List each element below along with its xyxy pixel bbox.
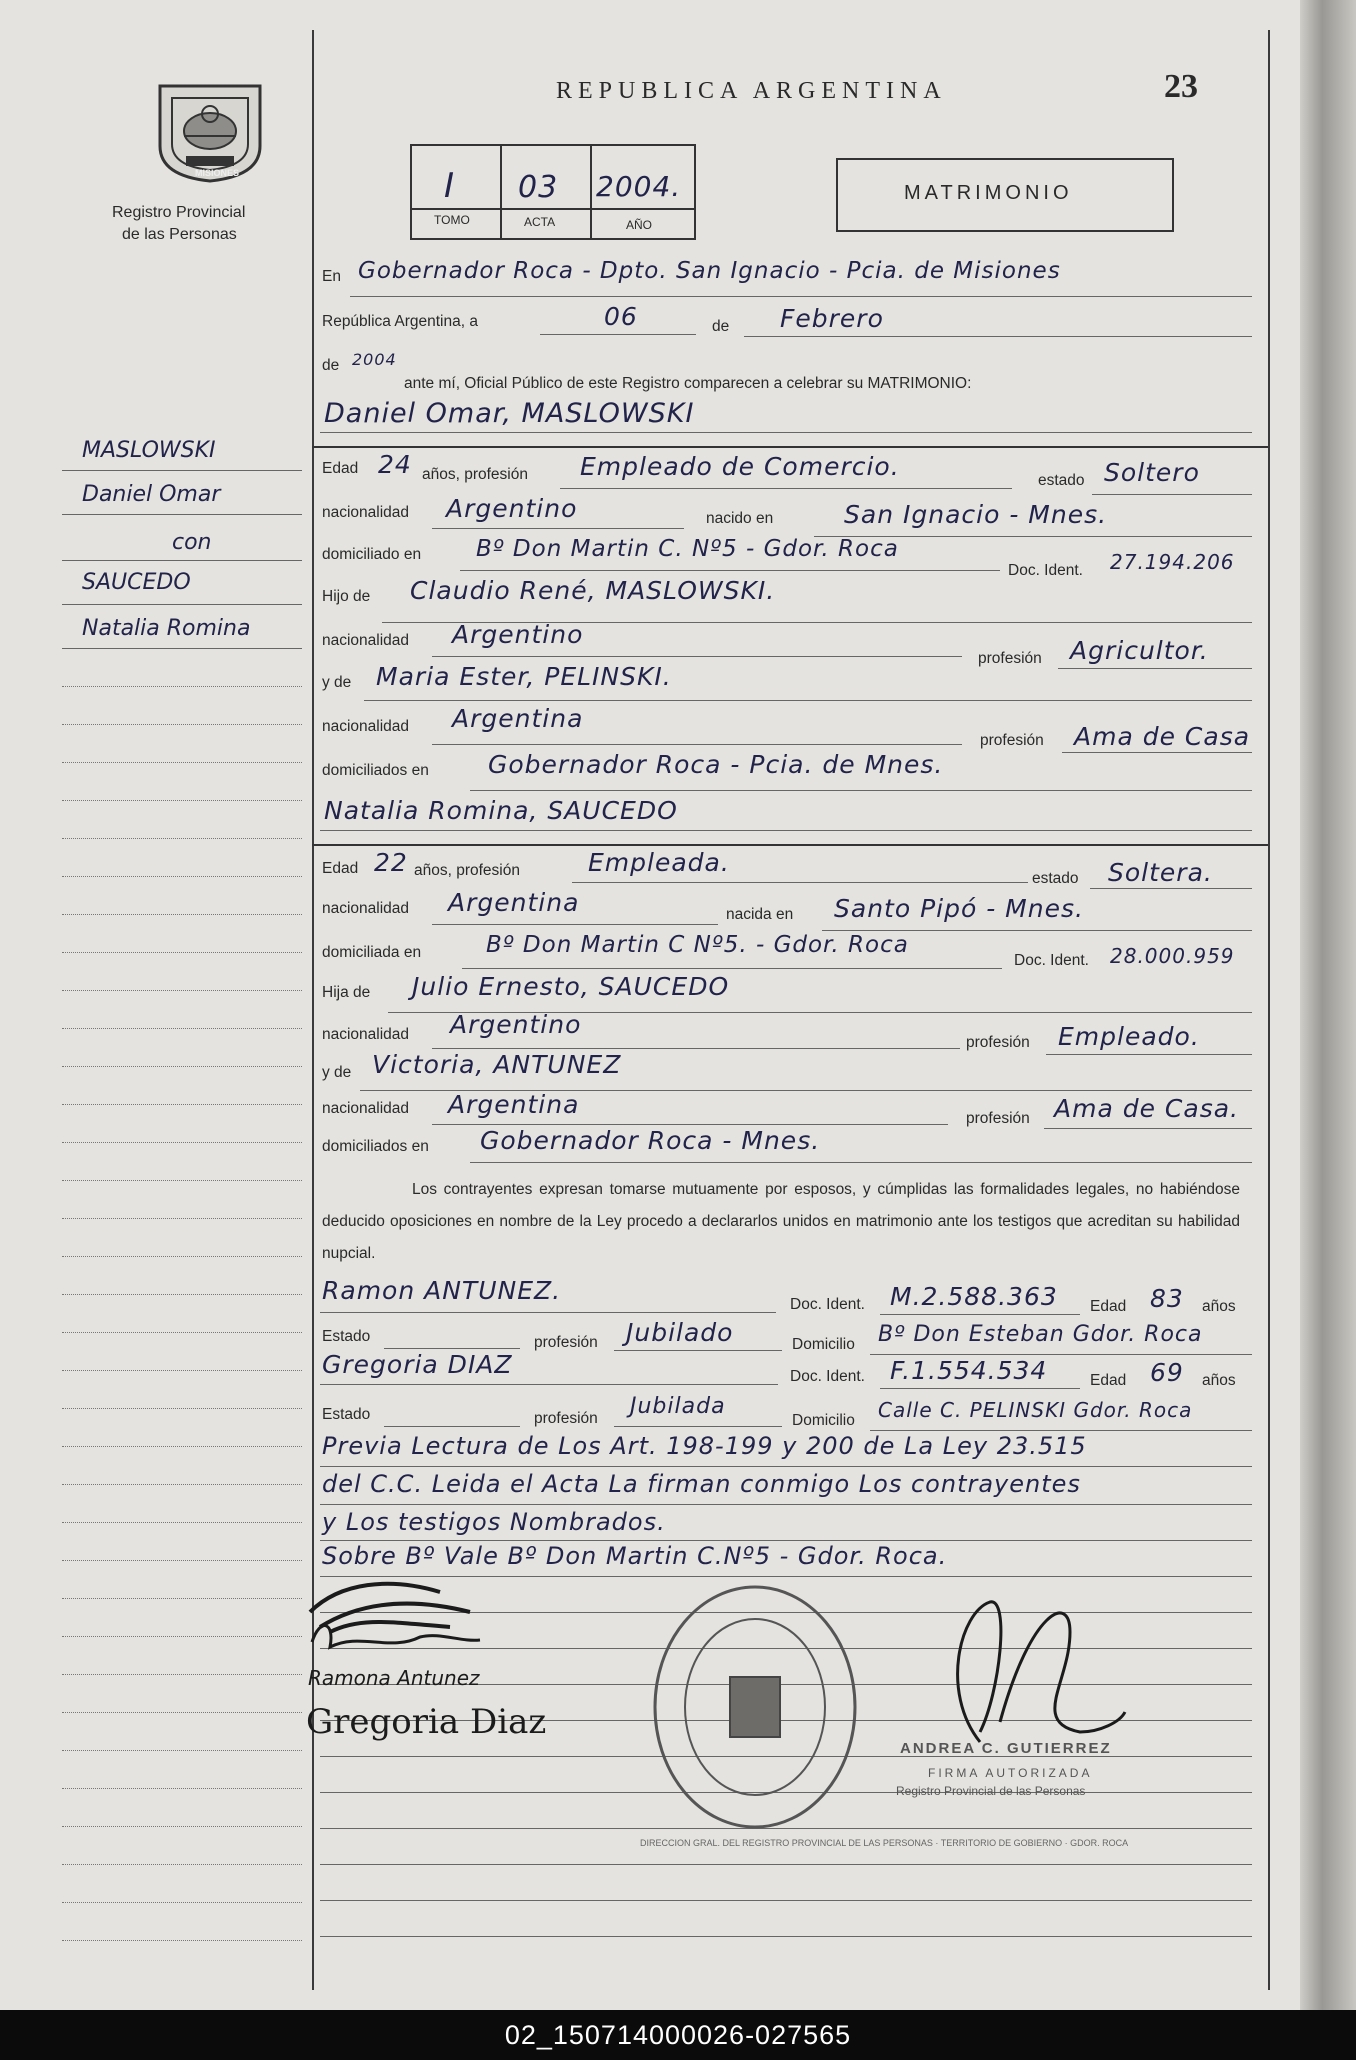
witness2-doc: F.1.554.534 xyxy=(890,1356,1048,1385)
bride-father-nationality-label: nacionalidad xyxy=(322,1026,410,1043)
witness1-dom-label: Domicilio xyxy=(792,1336,855,1353)
margin-surname-groom: MASLOWSKI xyxy=(82,438,216,463)
bride-edad-label: Edad xyxy=(322,860,359,877)
de-label: de xyxy=(712,318,730,335)
witness2-name: Gregoria DIAZ xyxy=(322,1350,513,1379)
official-name: ANDREA C. GUTIERREZ xyxy=(900,1740,1112,1757)
registry-name-line1: Registro Provincial xyxy=(112,204,246,221)
book-edge xyxy=(1300,0,1356,2010)
closing-line3: y Los testigos Nombrados. xyxy=(322,1508,666,1536)
right-margin-rule xyxy=(1268,30,1270,1990)
groom-birthplace: San Ignacio - Mnes. xyxy=(844,500,1108,529)
bride-nationality-label: nacionalidad xyxy=(322,900,410,917)
bride-address-label: domiciliada en xyxy=(322,944,422,961)
groom-nationality: Argentino xyxy=(446,494,578,523)
witness1-signature: Ramona Antunez xyxy=(308,1666,480,1690)
groom-anos-label: años, profesión xyxy=(422,466,528,483)
bride-mother-label: y de xyxy=(322,1064,352,1081)
bride-birthplace: Santo Pipó - Mnes. xyxy=(834,894,1084,923)
bride-anos-label: años, profesión xyxy=(414,862,520,879)
logo-text: MISIONES xyxy=(195,168,240,178)
republica-label: República Argentina, a xyxy=(322,313,478,330)
bride-estado-label: estado xyxy=(1032,870,1079,887)
margin-name-groom: Daniel Omar xyxy=(82,482,221,507)
groom-doc-label: Doc. Ident. xyxy=(1008,562,1083,579)
bride-father-profession: Empleado. xyxy=(1058,1022,1200,1051)
witness1-prof-label: profesión xyxy=(534,1334,598,1351)
bride-full-name: Natalia Romina, SAUCEDO xyxy=(324,796,678,825)
bride-doc-label: Doc. Ident. xyxy=(1014,952,1089,969)
bride-mother-nationality-label: nacionalidad xyxy=(322,1100,410,1117)
groom-mother: Maria Ester, PELINSKI. xyxy=(376,662,672,691)
groom-hijo-label: Hijo de xyxy=(322,588,371,605)
bride-signature-icon xyxy=(300,1612,500,1662)
country-title: REPUBLICA ARGENTINA xyxy=(556,78,947,104)
witness2-anos-label: años xyxy=(1202,1372,1236,1389)
groom-father: Claudio René, MASLOWSKI. xyxy=(410,576,776,605)
bride-mother-profession: Ama de Casa. xyxy=(1054,1094,1239,1123)
month-value: Febrero xyxy=(780,304,884,333)
bride-nationality: Argentina xyxy=(448,888,580,917)
official-org: Registro Provincial de las Personas xyxy=(896,1784,1086,1798)
witness2-age: 69 xyxy=(1150,1358,1184,1387)
bride-profession: Empleada. xyxy=(588,848,730,877)
witness1-name: Ramon ANTUNEZ. xyxy=(322,1276,562,1305)
legal-statement: Los contrayentes expresan tomarse mutuamente por esposos, y cúmplidas las formalidades legales, no habiéndose deducido oposiciones en nombre de la Ley procedo a declararlos unidos en matrimonio ante los testigos que acreditan su habilidad nupcial. xyxy=(322,1181,1240,1262)
ano-label: AÑO xyxy=(626,218,653,232)
groom-address-label: domiciliado en xyxy=(322,546,422,563)
seal-text: DIRECCION GRAL. DEL REGISTRO PROVINCIAL DE LAS PERSONAS · TERRITORIO DE GOBIERNO · GDOR. ROCA xyxy=(640,1838,1129,1848)
bride-mother-profession-label: profesión xyxy=(966,1110,1030,1127)
groom-parents-address: Gobernador Roca - Pcia. de Mnes. xyxy=(488,750,944,779)
groom-profession: Empleado de Comercio. xyxy=(580,452,900,481)
bride-age: 22 xyxy=(374,848,408,877)
groom-age: 24 xyxy=(378,450,412,479)
witness2-doc-label: Doc. Ident. xyxy=(790,1368,865,1385)
groom-doc: 27.194.206 xyxy=(1110,550,1235,574)
witness2-edad-label: Edad xyxy=(1090,1372,1127,1389)
closing-line2: del C.C. Leida el Acta La firman conmigo Los contrayentes xyxy=(322,1470,1081,1498)
witness2-dom-label: Domicilio xyxy=(792,1412,855,1429)
official-role: FIRMA AUTORIZADA xyxy=(928,1766,1093,1780)
groom-full-name: Daniel Omar, MASLOWSKI xyxy=(324,398,695,429)
groom-mother-profession: Ama de Casa xyxy=(1074,722,1251,751)
witness1-profession: Jubilado xyxy=(626,1318,734,1347)
witness2-address: Calle C. PELINSKI Gdor. Roca xyxy=(878,1398,1193,1422)
groom-birthplace-label: nacido en xyxy=(706,510,774,527)
en-label: En xyxy=(322,268,341,285)
bride-address: Bº Don Martin C Nº5. - Gdor. Roca xyxy=(486,932,909,958)
year-value: 2004 xyxy=(352,350,397,369)
bride-father-profession-label: profesión xyxy=(966,1034,1030,1051)
groom-mother-label: y de xyxy=(322,674,352,691)
groom-father-profession: Agricultor. xyxy=(1070,636,1209,665)
closing-line4: Sobre Bº Vale Bº Don Martin C.Nº5 - Gdor. Roca. xyxy=(322,1542,948,1570)
ante-text: ante mí, Oficial Público de este Registro comparecen a celebrar su MATRIMONIO: xyxy=(404,375,972,392)
tomo-value: I xyxy=(444,166,456,206)
closing-line1: Previa Lectura de Los Art. 198-199 y 200 de La Ley 23.515 xyxy=(322,1432,1087,1460)
witness1-anos-label: años xyxy=(1202,1298,1236,1315)
groom-mother-profession-label: profesión xyxy=(980,732,1044,749)
witness2-estado-label: Estado xyxy=(322,1406,371,1423)
day-value: 06 xyxy=(604,302,638,331)
groom-estado-label: estado xyxy=(1038,472,1085,489)
witness2-prof-label: profesión xyxy=(534,1410,598,1427)
de-year-label: de xyxy=(322,357,340,374)
bride-mother: Victoria, ANTUNEZ xyxy=(372,1050,622,1079)
witness2-signature: Gregoria Diaz xyxy=(306,1702,547,1742)
bride-doc: 28.000.959 xyxy=(1110,944,1235,968)
bride-birthplace-label: nacida en xyxy=(726,906,794,923)
groom-mother-nationality-label: nacionalidad xyxy=(322,718,410,735)
groom-address: Bº Don Martin C. Nº5 - Gdor. Roca xyxy=(476,536,899,562)
groom-estado: Soltero xyxy=(1104,458,1200,487)
margin-con: con xyxy=(172,530,212,555)
page-number: 23 xyxy=(1164,68,1198,105)
witness1-doc-label: Doc. Ident. xyxy=(790,1296,865,1313)
witness2-profession: Jubilada xyxy=(630,1394,726,1419)
bride-father: Julio Ernesto, SAUCEDO xyxy=(412,972,730,1001)
bride-father-nationality: Argentino xyxy=(450,1010,582,1039)
acta-value: 03 xyxy=(518,170,559,205)
tomo-label: TOMO xyxy=(434,213,470,227)
ano-value: 2004. xyxy=(596,170,682,203)
witness1-age: 83 xyxy=(1150,1284,1184,1313)
groom-mother-nationality: Argentina xyxy=(452,704,584,733)
groom-father-profession-label: profesión xyxy=(978,650,1042,667)
bride-mother-nationality: Argentina xyxy=(448,1090,580,1119)
document-type: MATRIMONIO xyxy=(904,182,1073,204)
groom-nationality-label: nacionalidad xyxy=(322,504,410,521)
groom-parents-address-label: domiciliados en xyxy=(322,762,429,779)
official-signature-icon xyxy=(920,1592,1130,1752)
scan-code-bar: 02_150714000026-027565 xyxy=(0,2010,1356,2060)
margin-surname-bride: SAUCEDO xyxy=(82,570,191,595)
bride-parents-address: Gobernador Roca - Mnes. xyxy=(480,1126,821,1155)
groom-father-nationality-label: nacionalidad xyxy=(322,632,410,649)
left-margin-rule xyxy=(312,30,314,1990)
witness1-doc: M.2.588.363 xyxy=(890,1282,1058,1311)
official-seal-icon xyxy=(650,1582,860,1832)
groom-father-nationality: Argentino xyxy=(452,620,584,649)
place-value: Gobernador Roca - Dpto. San Ignacio - Pcia. de Misiones xyxy=(358,258,1061,284)
groom-edad-label: Edad xyxy=(322,460,359,477)
margin-name-bride: Natalia Romina xyxy=(82,616,251,641)
witness1-estado-label: Estado xyxy=(322,1328,371,1345)
bride-estado: Soltera. xyxy=(1108,858,1213,887)
registry-name-line2: de las Personas xyxy=(122,226,237,243)
bride-parents-address-label: domiciliados en xyxy=(322,1138,429,1155)
bride-hija-label: Hija de xyxy=(322,984,371,1001)
witness1-address: Bº Don Esteban Gdor. Roca xyxy=(878,1322,1203,1347)
acta-label: ACTA xyxy=(524,215,556,229)
witness1-edad-label: Edad xyxy=(1090,1298,1127,1315)
